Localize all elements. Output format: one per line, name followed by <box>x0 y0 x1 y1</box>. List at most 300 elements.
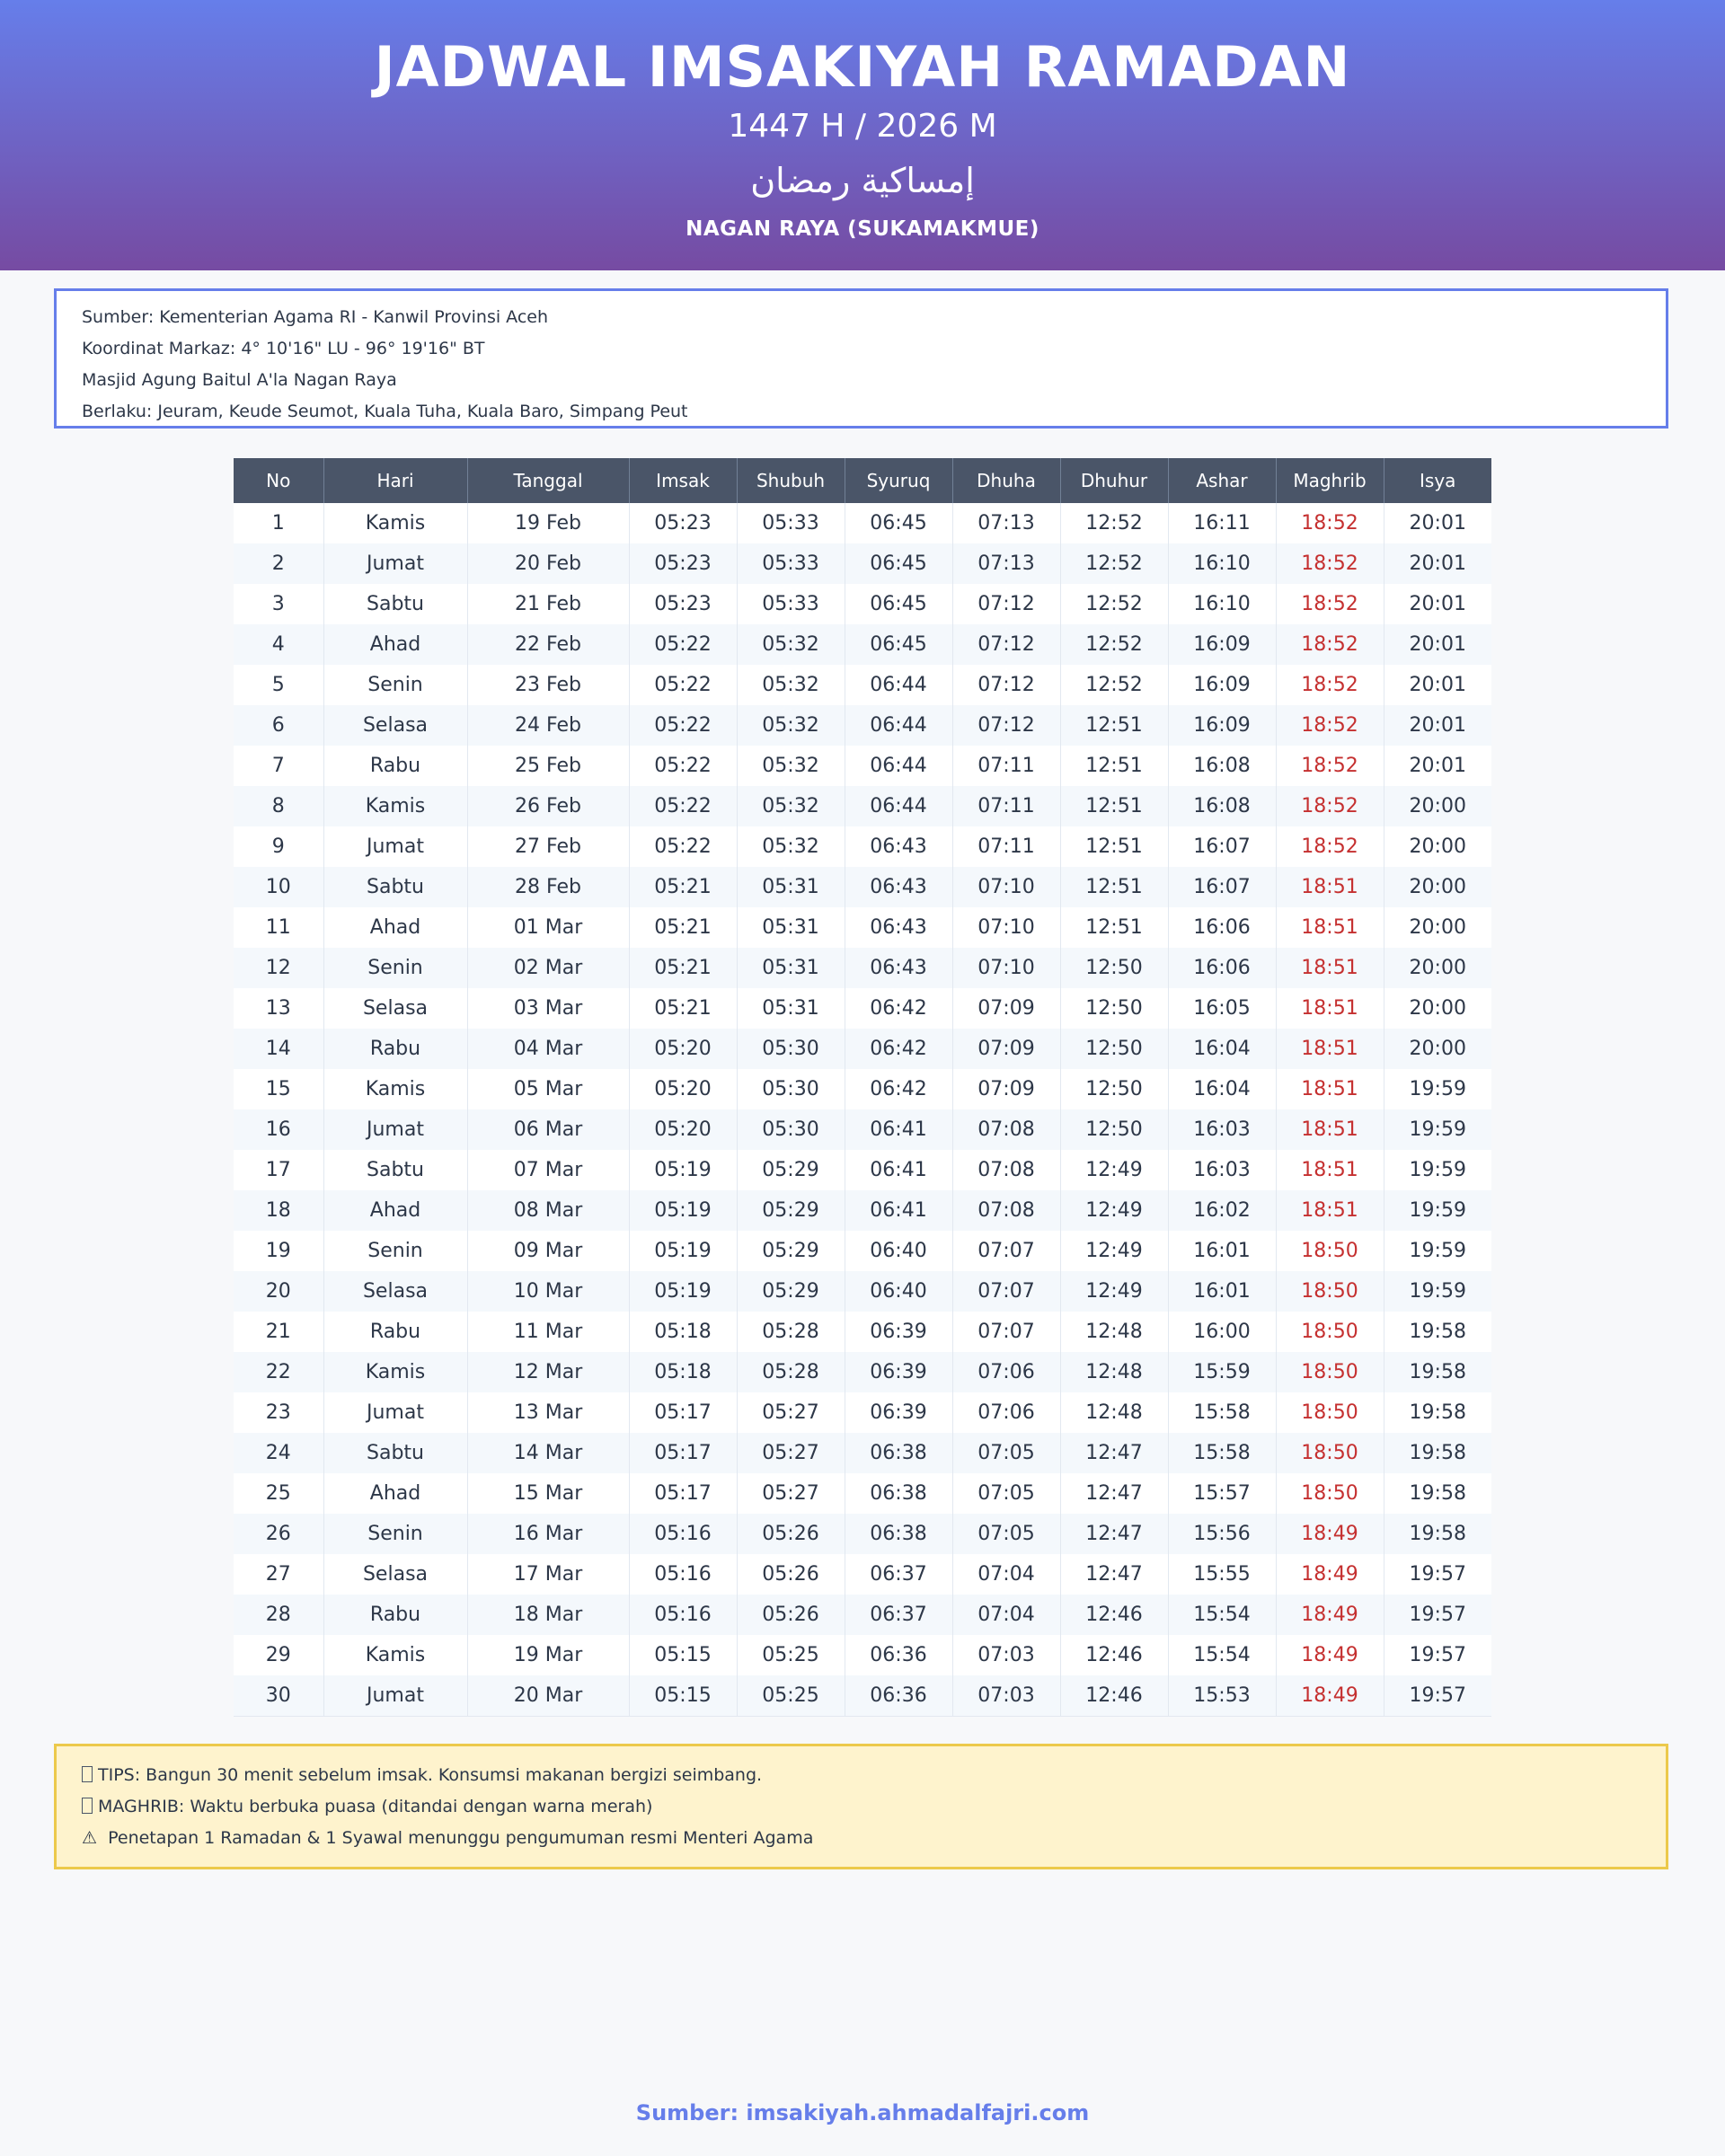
cell-syuruq: 06:44 <box>845 786 952 826</box>
cell-dhuhur: 12:51 <box>1060 746 1168 786</box>
cell-no: 18 <box>234 1190 323 1231</box>
cell-no: 11 <box>234 907 323 948</box>
column-header-hari: Hari <box>323 458 467 503</box>
cell-tanggal: 20 Mar <box>467 1675 629 1717</box>
cell-syuruq: 06:43 <box>845 867 952 907</box>
cell-syuruq: 06:37 <box>845 1595 952 1635</box>
cell-no: 2 <box>234 543 323 584</box>
tip-item <box>82 1760 1666 1791</box>
table-row <box>234 1271 1491 1312</box>
cell-ashar: 16:07 <box>1168 867 1276 907</box>
cell-dhuha: 07:04 <box>952 1595 1060 1635</box>
cell-hari: Selasa <box>323 705 467 746</box>
cell-dhuha: 07:04 <box>952 1554 1060 1595</box>
cell-ashar: 16:01 <box>1168 1271 1276 1312</box>
cell-dhuha: 07:11 <box>952 786 1060 826</box>
cell-ashar: 16:06 <box>1168 907 1276 948</box>
cell-imsak: 05:20 <box>629 1069 737 1109</box>
cell-hari: Sabtu <box>323 584 467 624</box>
cell-hari: Kamis <box>323 503 467 543</box>
cell-ashar: 16:07 <box>1168 826 1276 867</box>
cell-isya: 19:59 <box>1384 1190 1491 1231</box>
cell-tanggal: 18 Mar <box>467 1595 629 1635</box>
region-name: NAGAN RAYA (SUKAMAKMUE) <box>686 217 1039 241</box>
table-row <box>234 907 1491 948</box>
cell-tanggal: 25 Feb <box>467 746 629 786</box>
cell-hari: Kamis <box>323 1069 467 1109</box>
cell-dhuhur: 12:52 <box>1060 503 1168 543</box>
cell-no: 14 <box>234 1029 323 1069</box>
cell-no: 7 <box>234 746 323 786</box>
cell-shubuh: 05:28 <box>737 1352 845 1392</box>
cell-syuruq: 06:44 <box>845 705 952 746</box>
cell-no: 20 <box>234 1271 323 1312</box>
cell-shubuh: 05:32 <box>737 624 845 665</box>
table-row <box>234 624 1491 665</box>
cell-imsak: 05:16 <box>629 1554 737 1595</box>
info-coordinates: Koordinat Markaz: 4° 10'16" LU - 96° 19'16" BT <box>82 339 485 358</box>
cell-isya: 20:01 <box>1384 503 1491 543</box>
cell-dhuhur: 12:49 <box>1060 1271 1168 1312</box>
cell-hari: Sabtu <box>323 1150 467 1190</box>
tip-text: TIPS: Bangun 30 menit sebelum imsak. Konsumsi makanan bergizi seimbang. <box>98 1765 763 1785</box>
cell-isya: 19:59 <box>1384 1231 1491 1271</box>
table-header-row <box>234 458 1491 503</box>
table-row <box>234 1069 1491 1109</box>
cell-hari: Rabu <box>323 1595 467 1635</box>
cell-isya: 19:59 <box>1384 1150 1491 1190</box>
cell-imsak: 05:23 <box>629 584 737 624</box>
cell-isya: 19:57 <box>1384 1635 1491 1675</box>
cell-no: 16 <box>234 1109 323 1150</box>
page-header <box>0 0 1725 270</box>
column-header-no: No <box>234 458 323 503</box>
cell-shubuh: 05:31 <box>737 867 845 907</box>
column-header-tanggal: Tanggal <box>467 458 629 503</box>
cell-isya: 19:58 <box>1384 1473 1491 1514</box>
cell-dhuhur: 12:47 <box>1060 1473 1168 1514</box>
cell-isya: 20:01 <box>1384 584 1491 624</box>
cell-maghrib: 18:52 <box>1276 786 1384 826</box>
cell-isya: 19:59 <box>1384 1271 1491 1312</box>
cell-ashar: 16:04 <box>1168 1069 1276 1109</box>
cell-dhuha: 07:12 <box>952 665 1060 705</box>
info-mosque: Masjid Agung Baitul A'la Nagan Raya <box>82 370 397 390</box>
cell-no: 17 <box>234 1150 323 1190</box>
info-box <box>54 288 1668 429</box>
cell-no: 30 <box>234 1675 323 1717</box>
cell-syuruq: 06:42 <box>845 1069 952 1109</box>
cell-hari: Jumat <box>323 1392 467 1433</box>
cell-dhuhur: 12:49 <box>1060 1231 1168 1271</box>
cell-shubuh: 05:32 <box>737 665 845 705</box>
cell-shubuh: 05:27 <box>737 1433 845 1473</box>
cell-hari: Kamis <box>323 786 467 826</box>
hijri-gregorian-year: 1447 H / 2026 M <box>728 108 997 145</box>
cell-dhuhur: 12:48 <box>1060 1312 1168 1352</box>
cell-dhuha: 07:06 <box>952 1392 1060 1433</box>
cell-shubuh: 05:30 <box>737 1029 845 1069</box>
cell-shubuh: 05:27 <box>737 1473 845 1514</box>
tip-item <box>82 1823 1666 1854</box>
table-row <box>234 1392 1491 1433</box>
cell-imsak: 05:22 <box>629 705 737 746</box>
cell-imsak: 05:23 <box>629 503 737 543</box>
cell-syuruq: 06:45 <box>845 624 952 665</box>
cell-shubuh: 05:32 <box>737 705 845 746</box>
cell-no: 8 <box>234 786 323 826</box>
cell-hari: Selasa <box>323 1554 467 1595</box>
table-row <box>234 503 1491 543</box>
cell-isya: 19:59 <box>1384 1069 1491 1109</box>
cell-dhuhur: 12:49 <box>1060 1190 1168 1231</box>
cell-syuruq: 06:44 <box>845 746 952 786</box>
cell-maghrib: 18:50 <box>1276 1271 1384 1312</box>
cell-isya: 20:01 <box>1384 624 1491 665</box>
cell-tanggal: 13 Mar <box>467 1392 629 1433</box>
cell-dhuhur: 12:48 <box>1060 1352 1168 1392</box>
cell-hari: Ahad <box>323 1190 467 1231</box>
table-row <box>234 948 1491 988</box>
cell-tanggal: 09 Mar <box>467 1231 629 1271</box>
cell-dhuha: 07:13 <box>952 503 1060 543</box>
cell-dhuha: 07:07 <box>952 1312 1060 1352</box>
cell-tanggal: 16 Mar <box>467 1514 629 1554</box>
cell-ashar: 15:57 <box>1168 1473 1276 1514</box>
cell-ashar: 16:09 <box>1168 665 1276 705</box>
cell-ashar: 16:03 <box>1168 1109 1276 1150</box>
cell-no: 28 <box>234 1595 323 1635</box>
cell-hari: Senin <box>323 665 467 705</box>
cell-tanggal: 22 Feb <box>467 624 629 665</box>
cell-syuruq: 06:38 <box>845 1473 952 1514</box>
cell-maghrib: 18:49 <box>1276 1554 1384 1595</box>
cell-imsak: 05:19 <box>629 1150 737 1190</box>
cell-shubuh: 05:31 <box>737 948 845 988</box>
cell-dhuhur: 12:51 <box>1060 786 1168 826</box>
table-row <box>234 705 1491 746</box>
cell-ashar: 16:03 <box>1168 1150 1276 1190</box>
missing-glyph-icon <box>82 1798 93 1814</box>
cell-hari: Sabtu <box>323 1433 467 1473</box>
cell-shubuh: 05:29 <box>737 1190 845 1231</box>
cell-isya: 19:59 <box>1384 1109 1491 1150</box>
cell-isya: 19:58 <box>1384 1352 1491 1392</box>
cell-hari: Senin <box>323 948 467 988</box>
table-row <box>234 1635 1491 1675</box>
cell-dhuha: 07:03 <box>952 1675 1060 1717</box>
cell-imsak: 05:22 <box>629 665 737 705</box>
cell-maghrib: 18:50 <box>1276 1433 1384 1473</box>
cell-ashar: 15:54 <box>1168 1595 1276 1635</box>
cell-hari: Jumat <box>323 1675 467 1717</box>
cell-syuruq: 06:43 <box>845 948 952 988</box>
cell-maghrib: 18:51 <box>1276 1069 1384 1109</box>
cell-ashar: 15:56 <box>1168 1514 1276 1554</box>
cell-ashar: 16:10 <box>1168 584 1276 624</box>
cell-shubuh: 05:31 <box>737 907 845 948</box>
cell-dhuha: 07:10 <box>952 948 1060 988</box>
cell-tanggal: 21 Feb <box>467 584 629 624</box>
cell-hari: Rabu <box>323 1029 467 1069</box>
cell-dhuha: 07:05 <box>952 1433 1060 1473</box>
cell-ashar: 15:58 <box>1168 1392 1276 1433</box>
table-row <box>234 786 1491 826</box>
cell-tanggal: 28 Feb <box>467 867 629 907</box>
cell-tanggal: 03 Mar <box>467 988 629 1029</box>
cell-ashar: 16:08 <box>1168 786 1276 826</box>
cell-dhuhur: 12:49 <box>1060 1150 1168 1190</box>
cell-imsak: 05:17 <box>629 1433 737 1473</box>
cell-maghrib: 18:49 <box>1276 1514 1384 1554</box>
cell-tanggal: 26 Feb <box>467 786 629 826</box>
cell-isya: 20:00 <box>1384 907 1491 948</box>
cell-dhuha: 07:05 <box>952 1473 1060 1514</box>
cell-ashar: 15:53 <box>1168 1675 1276 1717</box>
column-header-ashar: Ashar <box>1168 458 1276 503</box>
cell-ashar: 16:11 <box>1168 503 1276 543</box>
tip-text: Penetapan 1 Ramadan & 1 Syawal menunggu pengumuman resmi Menteri Agama <box>108 1828 814 1848</box>
table-row <box>234 1109 1491 1150</box>
cell-dhuhur: 12:52 <box>1060 624 1168 665</box>
cell-no: 3 <box>234 584 323 624</box>
table-row <box>234 1433 1491 1473</box>
cell-dhuhur: 12:46 <box>1060 1595 1168 1635</box>
cell-syuruq: 06:41 <box>845 1190 952 1231</box>
tip-item <box>82 1791 1666 1823</box>
cell-dhuha: 07:03 <box>952 1635 1060 1675</box>
cell-maghrib: 18:51 <box>1276 988 1384 1029</box>
cell-imsak: 05:16 <box>629 1595 737 1635</box>
cell-maghrib: 18:50 <box>1276 1473 1384 1514</box>
cell-maghrib: 18:51 <box>1276 1190 1384 1231</box>
cell-no: 12 <box>234 948 323 988</box>
cell-imsak: 05:19 <box>629 1190 737 1231</box>
cell-shubuh: 05:32 <box>737 786 845 826</box>
cell-maghrib: 18:51 <box>1276 867 1384 907</box>
table-row <box>234 1554 1491 1595</box>
cell-shubuh: 05:32 <box>737 746 845 786</box>
cell-dhuha: 07:08 <box>952 1150 1060 1190</box>
cell-isya: 19:57 <box>1384 1595 1491 1635</box>
table-row <box>234 1312 1491 1352</box>
cell-shubuh: 05:25 <box>737 1675 845 1717</box>
cell-imsak: 05:22 <box>629 826 737 867</box>
cell-hari: Senin <box>323 1514 467 1554</box>
cell-hari: Jumat <box>323 826 467 867</box>
cell-shubuh: 05:30 <box>737 1109 845 1150</box>
cell-shubuh: 05:27 <box>737 1392 845 1433</box>
cell-hari: Jumat <box>323 1109 467 1150</box>
cell-hari: Ahad <box>323 907 467 948</box>
cell-isya: 19:58 <box>1384 1514 1491 1554</box>
cell-dhuhur: 12:47 <box>1060 1554 1168 1595</box>
column-header-dhuha: Dhuha <box>952 458 1060 503</box>
cell-maghrib: 18:50 <box>1276 1352 1384 1392</box>
cell-shubuh: 05:33 <box>737 503 845 543</box>
cell-tanggal: 19 Feb <box>467 503 629 543</box>
cell-hari: Senin <box>323 1231 467 1271</box>
cell-isya: 20:01 <box>1384 746 1491 786</box>
cell-tanggal: 02 Mar <box>467 948 629 988</box>
cell-syuruq: 06:39 <box>845 1352 952 1392</box>
table-body <box>234 503 1491 1717</box>
table-row <box>234 988 1491 1029</box>
cell-imsak: 05:21 <box>629 867 737 907</box>
cell-tanggal: 19 Mar <box>467 1635 629 1675</box>
cell-hari: Rabu <box>323 1312 467 1352</box>
cell-tanggal: 06 Mar <box>467 1109 629 1150</box>
cell-dhuhur: 12:46 <box>1060 1675 1168 1717</box>
cell-maghrib: 18:49 <box>1276 1635 1384 1675</box>
cell-dhuhur: 12:52 <box>1060 665 1168 705</box>
table-row <box>234 1231 1491 1271</box>
table-row <box>234 1675 1491 1717</box>
cell-maghrib: 18:49 <box>1276 1595 1384 1635</box>
cell-shubuh: 05:33 <box>737 584 845 624</box>
cell-dhuha: 07:13 <box>952 543 1060 584</box>
cell-imsak: 05:21 <box>629 907 737 948</box>
cell-tanggal: 14 Mar <box>467 1433 629 1473</box>
cell-imsak: 05:21 <box>629 948 737 988</box>
footer-source[interactable]: Sumber: imsakiyah.ahmadalfajri.com <box>635 2100 1090 2125</box>
cell-maghrib: 18:52 <box>1276 543 1384 584</box>
cell-maghrib: 18:49 <box>1276 1675 1384 1717</box>
cell-syuruq: 06:39 <box>845 1312 952 1352</box>
table-row <box>234 665 1491 705</box>
cell-imsak: 05:18 <box>629 1312 737 1352</box>
cell-no: 1 <box>234 503 323 543</box>
cell-shubuh: 05:26 <box>737 1554 845 1595</box>
cell-tanggal: 23 Feb <box>467 665 629 705</box>
cell-isya: 19:58 <box>1384 1312 1491 1352</box>
cell-maghrib: 18:52 <box>1276 503 1384 543</box>
cell-imsak: 05:15 <box>629 1635 737 1675</box>
cell-maghrib: 18:52 <box>1276 584 1384 624</box>
cell-syuruq: 06:37 <box>845 1554 952 1595</box>
cell-syuruq: 06:41 <box>845 1109 952 1150</box>
cell-dhuhur: 12:50 <box>1060 988 1168 1029</box>
cell-maghrib: 18:50 <box>1276 1231 1384 1271</box>
cell-shubuh: 05:29 <box>737 1231 845 1271</box>
cell-imsak: 05:22 <box>629 786 737 826</box>
table-row <box>234 746 1491 786</box>
cell-ashar: 16:04 <box>1168 1029 1276 1069</box>
cell-dhuha: 07:07 <box>952 1231 1060 1271</box>
cell-syuruq: 06:45 <box>845 584 952 624</box>
table-row <box>234 1595 1491 1635</box>
cell-no: 13 <box>234 988 323 1029</box>
page-title: JADWAL IMSAKIYAH RAMADAN <box>374 34 1351 100</box>
table-row <box>234 1352 1491 1392</box>
cell-hari: Ahad <box>323 624 467 665</box>
cell-maghrib: 18:52 <box>1276 624 1384 665</box>
cell-dhuhur: 12:47 <box>1060 1514 1168 1554</box>
table-row <box>234 543 1491 584</box>
cell-shubuh: 05:28 <box>737 1312 845 1352</box>
cell-dhuha: 07:11 <box>952 746 1060 786</box>
cell-no: 24 <box>234 1433 323 1473</box>
cell-imsak: 05:20 <box>629 1109 737 1150</box>
column-header-isya: Isya <box>1384 458 1491 503</box>
cell-syuruq: 06:45 <box>845 503 952 543</box>
cell-syuruq: 06:43 <box>845 907 952 948</box>
cell-dhuha: 07:12 <box>952 584 1060 624</box>
cell-tanggal: 24 Feb <box>467 705 629 746</box>
cell-hari: Rabu <box>323 746 467 786</box>
cell-maghrib: 18:51 <box>1276 1150 1384 1190</box>
cell-tanggal: 01 Mar <box>467 907 629 948</box>
cell-shubuh: 05:29 <box>737 1150 845 1190</box>
cell-maghrib: 18:51 <box>1276 948 1384 988</box>
cell-hari: Sabtu <box>323 867 467 907</box>
cell-dhuhur: 12:48 <box>1060 1392 1168 1433</box>
cell-dhuha: 07:08 <box>952 1190 1060 1231</box>
cell-dhuhur: 12:52 <box>1060 543 1168 584</box>
cell-tanggal: 04 Mar <box>467 1029 629 1069</box>
cell-tanggal: 15 Mar <box>467 1473 629 1514</box>
cell-syuruq: 06:40 <box>845 1231 952 1271</box>
column-header-maghrib: Maghrib <box>1276 458 1384 503</box>
cell-tanggal: 17 Mar <box>467 1554 629 1595</box>
column-header-shubuh: Shubuh <box>737 458 845 503</box>
cell-imsak: 05:21 <box>629 988 737 1029</box>
tips-box <box>54 1744 1668 1869</box>
cell-isya: 19:57 <box>1384 1554 1491 1595</box>
cell-shubuh: 05:26 <box>737 1595 845 1635</box>
cell-imsak: 05:16 <box>629 1514 737 1554</box>
cell-syuruq: 06:36 <box>845 1675 952 1717</box>
cell-ashar: 16:02 <box>1168 1190 1276 1231</box>
cell-shubuh: 05:32 <box>737 826 845 867</box>
cell-isya: 20:00 <box>1384 1029 1491 1069</box>
schedule-table <box>234 458 1491 1717</box>
cell-ashar: 15:54 <box>1168 1635 1276 1675</box>
cell-isya: 20:00 <box>1384 988 1491 1029</box>
cell-syuruq: 06:41 <box>845 1150 952 1190</box>
cell-syuruq: 06:40 <box>845 1271 952 1312</box>
cell-dhuhur: 12:51 <box>1060 705 1168 746</box>
cell-no: 5 <box>234 665 323 705</box>
cell-hari: Kamis <box>323 1635 467 1675</box>
cell-no: 26 <box>234 1514 323 1554</box>
cell-maghrib: 18:52 <box>1276 665 1384 705</box>
cell-isya: 20:00 <box>1384 826 1491 867</box>
cell-dhuhur: 12:52 <box>1060 584 1168 624</box>
cell-isya: 19:58 <box>1384 1392 1491 1433</box>
cell-syuruq: 06:43 <box>845 826 952 867</box>
cell-no: 25 <box>234 1473 323 1514</box>
cell-dhuhur: 12:50 <box>1060 1109 1168 1150</box>
cell-ashar: 16:06 <box>1168 948 1276 988</box>
cell-imsak: 05:20 <box>629 1029 737 1069</box>
cell-maghrib: 18:52 <box>1276 746 1384 786</box>
cell-tanggal: 10 Mar <box>467 1271 629 1312</box>
cell-no: 21 <box>234 1312 323 1352</box>
cell-tanggal: 11 Mar <box>467 1312 629 1352</box>
cell-imsak: 05:19 <box>629 1271 737 1312</box>
cell-hari: Kamis <box>323 1352 467 1392</box>
cell-imsak: 05:18 <box>629 1352 737 1392</box>
cell-dhuha: 07:12 <box>952 624 1060 665</box>
cell-imsak: 05:19 <box>629 1231 737 1271</box>
cell-imsak: 05:15 <box>629 1675 737 1717</box>
cell-ashar: 16:01 <box>1168 1231 1276 1271</box>
cell-no: 27 <box>234 1554 323 1595</box>
cell-dhuha: 07:12 <box>952 705 1060 746</box>
table-row <box>234 1029 1491 1069</box>
cell-syuruq: 06:45 <box>845 543 952 584</box>
